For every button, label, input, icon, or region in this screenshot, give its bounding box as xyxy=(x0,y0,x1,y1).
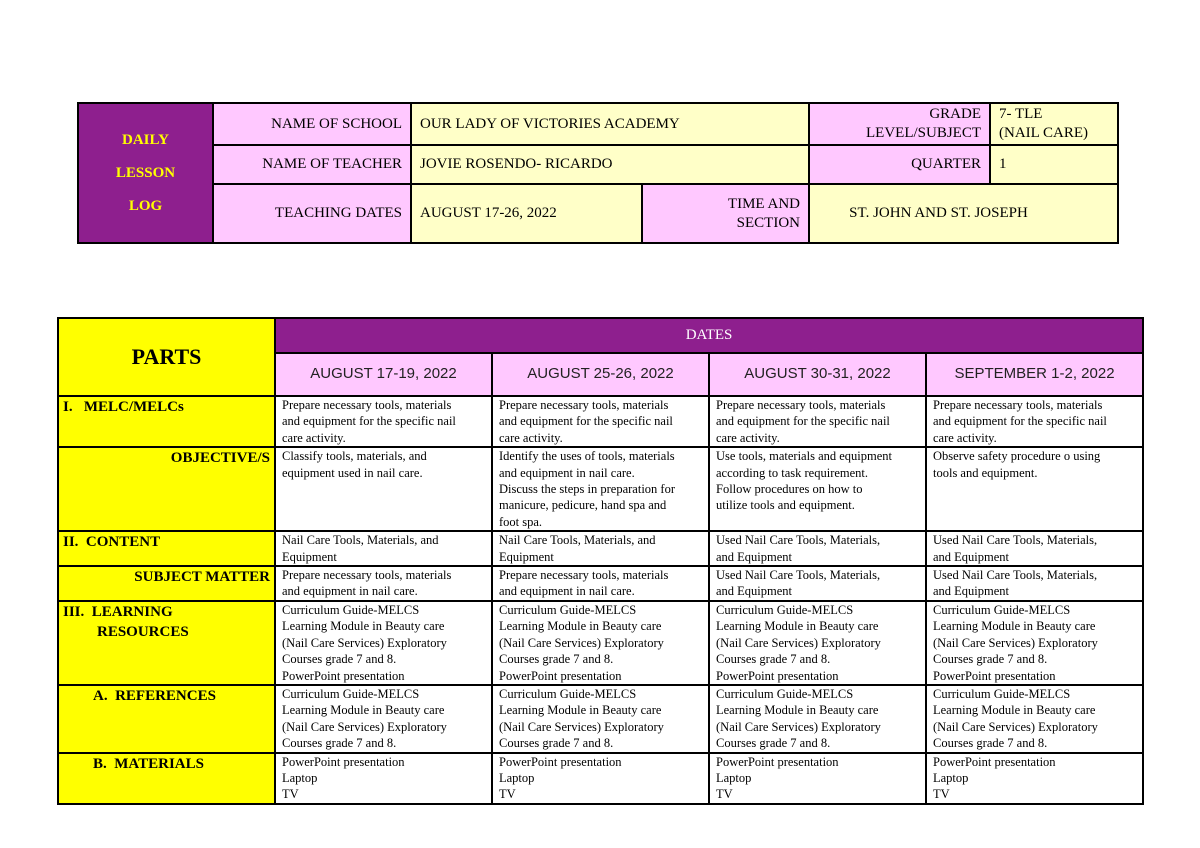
grade-label: GRADE LEVEL/SUBJECT xyxy=(809,103,990,145)
table-cell: Curriculum Guide-MELCS Learning Module in Beauty care (Nail Care Services) Exploratory Courses grade 7 and 8. xyxy=(709,685,926,753)
date-column-4: SEPTEMBER 1-2, 2022 xyxy=(926,353,1143,396)
table-row xyxy=(58,601,1143,685)
table-cell: Curriculum Guide-MELCS Learning Module in Beauty care (Nail Care Services) Exploratory Courses grade 7 and 8. PowerPoint presentation xyxy=(275,601,492,685)
table-cell: Prepare necessary tools, materials and equipment for the specific nail care activity. xyxy=(275,396,492,447)
table-cell: Prepare necessary tools, materials and equipment in nail care. xyxy=(492,566,709,601)
table-cell: PowerPoint presentation Laptop TV xyxy=(709,753,926,804)
table-cell: Prepare necessary tools, materials and equipment for the specific nail care activity. xyxy=(709,396,926,447)
table-cell: Observe safety procedure o using tools and equipment. xyxy=(926,447,1143,531)
table-cell: Curriculum Guide-MELCS Learning Module in Beauty care (Nail Care Services) Exploratory Courses grade 7 and 8. PowerPoint presentation xyxy=(709,601,926,685)
lesson-table xyxy=(57,317,1144,805)
table-cell: Curriculum Guide-MELCS Learning Module in Beauty care (Nail Care Services) Exploratory Courses grade 7 and 8. PowerPoint presentation xyxy=(492,601,709,685)
part-subject-matter: SUBJECT MATTER xyxy=(58,566,275,601)
table-cell: PowerPoint presentation Laptop TV xyxy=(926,753,1143,804)
table-cell: Classify tools, materials, and equipment used in nail care. xyxy=(275,447,492,531)
table-cell: Curriculum Guide-MELCS Learning Module in Beauty care (Nail Care Services) Exploratory Courses grade 7 and 8. PowerPoint presentation xyxy=(926,601,1143,685)
table-cell: Nail Care Tools, Materials, and Equipment xyxy=(275,531,492,566)
teaching-dates-label: TEACHING DATES xyxy=(213,184,411,243)
teacher-name: JOVIE ROSENDO- RICARDO xyxy=(411,145,809,184)
table-row xyxy=(58,753,1143,804)
table-cell: PowerPoint presentation Laptop TV xyxy=(275,753,492,804)
quarter-value: 1 xyxy=(990,145,1118,184)
table-cell: PowerPoint presentation Laptop TV xyxy=(492,753,709,804)
table-cell: Used Nail Care Tools, Materials, and Equipment xyxy=(709,531,926,566)
table-cell: Curriculum Guide-MELCS Learning Module in Beauty care (Nail Care Services) Exploratory Courses grade 7 and 8. xyxy=(926,685,1143,753)
part-objectives: OBJECTIVE/S xyxy=(58,447,275,531)
quarter-label: QUARTER xyxy=(809,145,990,184)
time-section-label: TIME AND SECTION xyxy=(642,184,809,243)
section-value: ST. JOHN AND ST. JOSEPH xyxy=(809,184,1118,243)
table-cell: Curriculum Guide-MELCS Learning Module in Beauty care (Nail Care Services) Exploratory Courses grade 7 and 8. xyxy=(275,685,492,753)
table-cell: Nail Care Tools, Materials, and Equipment xyxy=(492,531,709,566)
part-content: II. CONTENT xyxy=(58,531,275,566)
table-row xyxy=(58,396,1143,447)
part-references: A. REFERENCES xyxy=(58,685,275,753)
part-melc: I. MELC/MELCs xyxy=(58,396,275,447)
dates-header: DATES xyxy=(275,318,1143,353)
part-learning-resources: III. LEARNING RESOURCES xyxy=(58,601,275,685)
table-cell: Used Nail Care Tools, Materials, and Equipment xyxy=(926,566,1143,601)
header-table xyxy=(77,102,1119,244)
table-cell: Identify the uses of tools, materials and equipment in nail care. Discuss the steps in preparation for manicure, pedicure, hand spa and foot spa. xyxy=(492,447,709,531)
table-row xyxy=(58,531,1143,566)
table-cell: Used Nail Care Tools, Materials, and Equipment xyxy=(926,531,1143,566)
table-row xyxy=(58,685,1143,753)
parts-header: PARTS xyxy=(58,318,275,396)
table-cell: Used Nail Care Tools, Materials, and Equipment xyxy=(709,566,926,601)
school-name: OUR LADY OF VICTORIES ACADEMY xyxy=(411,103,809,145)
part-materials: B. MATERIALS xyxy=(58,753,275,804)
table-cell: Prepare necessary tools, materials and equipment in nail care. xyxy=(275,566,492,601)
daily-lesson-log-title: DAILY LESSON LOG xyxy=(78,103,213,243)
grade-value: 7- TLE (NAIL CARE) xyxy=(990,103,1118,145)
school-label: NAME OF SCHOOL xyxy=(213,103,411,145)
date-column-2: AUGUST 25-26, 2022 xyxy=(492,353,709,396)
date-column-3: AUGUST 30-31, 2022 xyxy=(709,353,926,396)
teacher-label: NAME OF TEACHER xyxy=(213,145,411,184)
table-cell: Use tools, materials and equipment according to task requirement. Follow procedures on how to utilize tools and equipment. xyxy=(709,447,926,531)
table-row xyxy=(58,566,1143,601)
date-column-1: AUGUST 17-19, 2022 xyxy=(275,353,492,396)
table-cell: Prepare necessary tools, materials and equipment for the specific nail care activity. xyxy=(926,396,1143,447)
table-cell: Prepare necessary tools, materials and equipment for the specific nail care activity. xyxy=(492,396,709,447)
table-cell: Curriculum Guide-MELCS Learning Module in Beauty care (Nail Care Services) Exploratory Courses grade 7 and 8. xyxy=(492,685,709,753)
table-row xyxy=(58,447,1143,531)
teaching-dates-value: AUGUST 17-26, 2022 xyxy=(411,184,642,243)
